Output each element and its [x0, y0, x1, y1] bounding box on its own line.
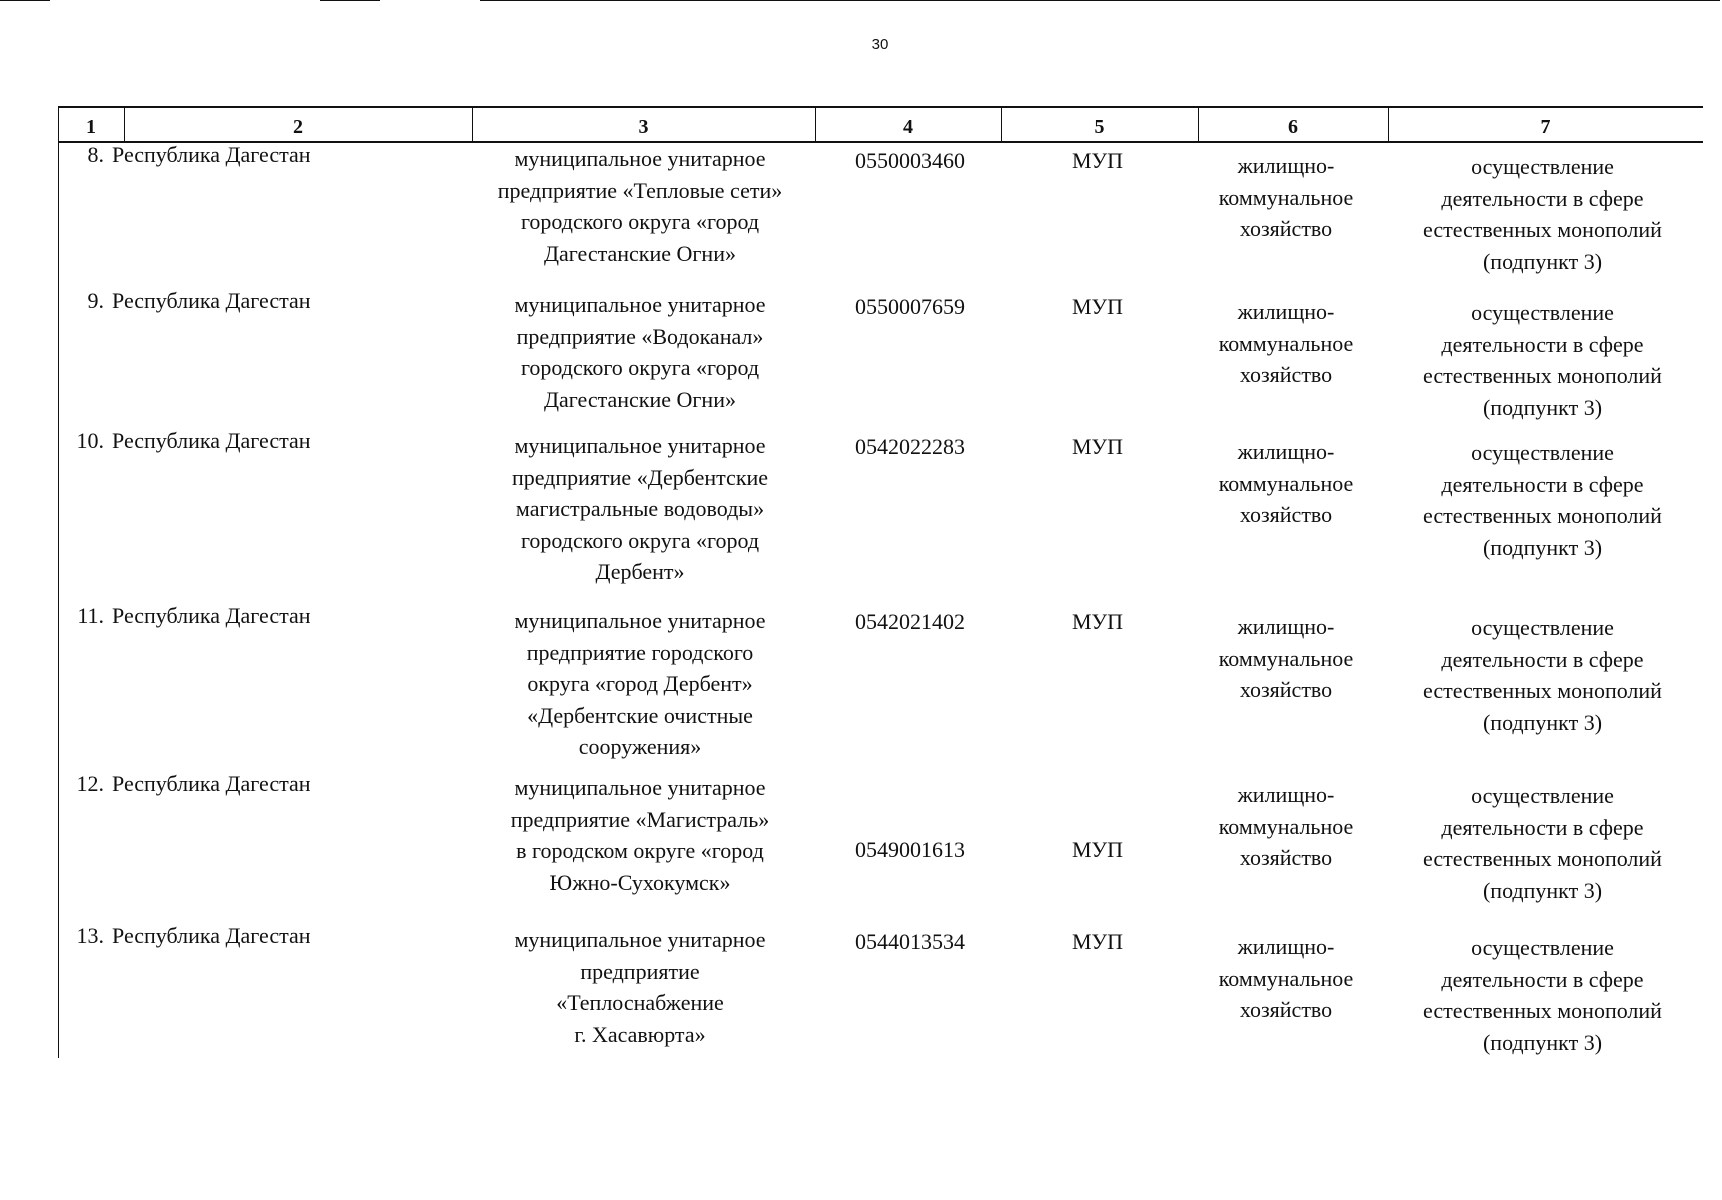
table-left-border	[58, 106, 59, 1058]
region-cell: Республика Дагестан	[112, 142, 311, 167]
enterprise-name-cell: муниципальное унитарное предприятие «Магистраль» в городском округе «город Южно-Сухокумск»	[510, 775, 770, 895]
region-cell: Республика Дагестан	[112, 771, 311, 796]
region-cell: Республика Дагестан	[112, 603, 311, 628]
sector-cell: жилищно- коммунальное хозяйство	[1218, 439, 1354, 527]
region-cell: Республика Дагестан	[112, 923, 311, 948]
row-number: 11.	[77, 603, 104, 628]
row-number: 8.	[87, 142, 104, 167]
legal-form-cell: МУП	[1071, 148, 1124, 173]
legal-form-cell: МУП	[1071, 294, 1124, 319]
legal-form-cell: МУП	[1071, 929, 1124, 954]
row-number: 12.	[76, 771, 104, 796]
header-col-2: 2	[293, 116, 303, 138]
page-number: 30	[871, 36, 889, 53]
basis-cell: осуществление деятельности в сфере естественных монополий (подпункт 3)	[1423, 935, 1662, 1055]
inn-cell: 0550003460	[855, 148, 965, 173]
region-cell: Республика Дагестан	[112, 288, 311, 313]
region-cell: Республика Дагестан	[112, 428, 311, 453]
enterprise-name-cell: муниципальное унитарное предприятие городского округа «город Дербент» «Дербентские очистные сооружения»	[514, 608, 766, 759]
header-col-6: 6	[1288, 116, 1298, 138]
row-number: 13.	[76, 923, 104, 948]
sector-cell: жилищно- коммунальное хозяйство	[1218, 153, 1354, 241]
legal-form-cell: МУП	[1071, 434, 1124, 459]
basis-cell: осуществление деятельности в сфере естественных монополий (подпункт 3)	[1423, 300, 1662, 420]
header-col-5: 5	[1094, 116, 1105, 138]
header-col-1: 1	[86, 116, 96, 138]
inn-cell: 0542022283	[855, 434, 965, 459]
sector-cell: жилищно- коммунальное хозяйство	[1218, 614, 1354, 702]
row-number: 9.	[87, 288, 104, 313]
basis-cell: осуществление деятельности в сфере естественных монополий (подпункт 3)	[1423, 154, 1662, 274]
inn-cell: 0549001613	[855, 837, 965, 862]
table-top-rule	[58, 106, 1703, 108]
legal-form-cell: МУП	[1071, 609, 1124, 634]
sector-cell: жилищно- коммунальное хозяйство	[1218, 934, 1354, 1022]
inn-cell: 0544013534	[855, 929, 965, 954]
legal-form-cell: МУП	[1071, 837, 1124, 862]
top-edge-line	[0, 0, 50, 1]
basis-cell: осуществление деятельности в сфере естественных монополий (подпункт 3)	[1423, 440, 1662, 560]
header-col-7: 7	[1540, 116, 1551, 138]
row-number: 10.	[76, 428, 104, 453]
basis-cell: осуществление деятельности в сфере естественных монополий (подпункт 3)	[1423, 615, 1662, 735]
header-col-4: 4	[903, 116, 913, 138]
sector-cell: жилищно- коммунальное хозяйство	[1218, 782, 1354, 870]
top-edge-line	[480, 0, 1720, 1]
enterprise-name-cell: муниципальное унитарное предприятие «Водоканал» городского округа «город Дагестанские Огни»	[514, 292, 766, 412]
enterprise-name-cell: муниципальное унитарное предприятие «Дербентские магистральные водоводы» городского округа «город Дербент»	[511, 433, 769, 584]
basis-cell: осуществление деятельности в сфере естественных монополий (подпункт 3)	[1423, 783, 1662, 903]
enterprise-name-cell: муниципальное унитарное предприятие «Теплоснабжение г. Хасавюрта»	[514, 927, 766, 1047]
header-col-3: 3	[638, 116, 649, 138]
inn-cell: 0542021402	[855, 609, 965, 634]
sector-cell: жилищно- коммунальное хозяйство	[1218, 299, 1354, 387]
top-edge-line	[320, 0, 380, 1]
inn-cell: 0550007659	[855, 294, 965, 319]
enterprise-name-cell: муниципальное унитарное предприятие «Тепловые сети» городского округа «город Дагестанские Огни»	[497, 146, 783, 266]
